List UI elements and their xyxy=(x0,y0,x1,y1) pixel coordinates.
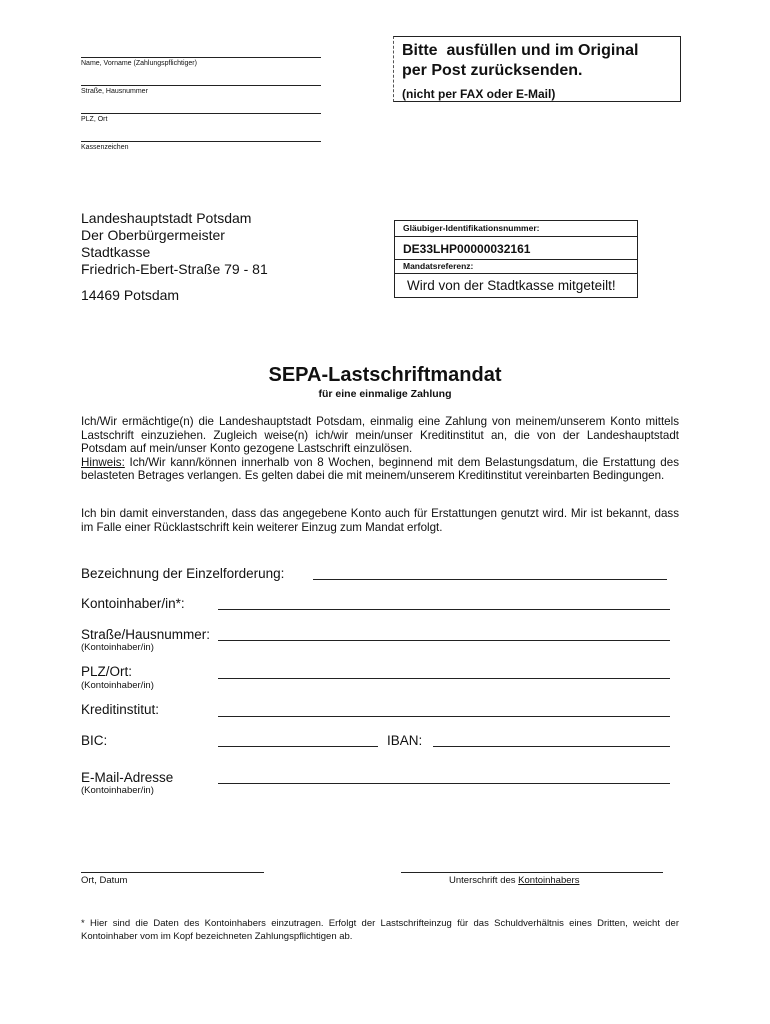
payer-street-line[interactable] xyxy=(81,85,321,86)
holder-city-input[interactable] xyxy=(218,678,670,679)
notice-line-2: per Post zurücksenden. xyxy=(402,62,583,79)
creditor-box xyxy=(394,220,638,298)
payer-street-label: Straße, Hausnummer xyxy=(81,88,148,95)
designation-input[interactable] xyxy=(313,579,667,580)
bank-label: Kreditinstitut: xyxy=(81,702,160,717)
payer-name-label: Name, Vorname (Zahlungspflichtiger) xyxy=(81,60,197,67)
place-date-input[interactable] xyxy=(81,872,264,873)
page-subtitle: für eine einmalige Zahlung xyxy=(318,388,452,400)
holder-city-sublabel: (Kontoinhaber/in) xyxy=(81,680,154,691)
page-title: SEPA-Lastschriftmandat xyxy=(268,364,502,386)
bic-input[interactable] xyxy=(218,746,378,747)
holder-input[interactable] xyxy=(218,609,670,610)
creditor-id-label: Gläubiger-Identifikationsnummer: xyxy=(403,223,540,233)
recipient-line-3: Stadtkasse xyxy=(81,244,151,260)
holder-street-sublabel: (Kontoinhaber/in) xyxy=(81,642,154,653)
iban-input[interactable] xyxy=(433,746,670,747)
cash-ref-line[interactable] xyxy=(81,141,321,142)
signature-label-prefix: Unterschrift des xyxy=(449,875,519,886)
holder-city-label: PLZ/Ort: xyxy=(81,664,133,679)
footnote: * Hier sind die Daten des Kontoinhabers einzutragen. Erfolgt der Lastschrifteinzug für das Schuldverhältnis eines Dritten, weicht der Kontoinhaber vom im Kopf bezeichneten Zahlungspflichtigen ab. xyxy=(81,918,679,942)
recipient-line-1: Landeshauptstadt Potsdam xyxy=(81,210,252,226)
cash-ref-label: Kassenzeichen xyxy=(81,144,129,151)
signature-input[interactable] xyxy=(401,872,663,873)
recipient-line-5: 14469 Potsdam xyxy=(81,287,180,303)
holder-label: Kontoinhaber/in*: xyxy=(81,596,185,611)
signature-label-holder: Kontoinhabers xyxy=(518,875,580,886)
designation-label: Bezeichnung der Einzelforderung: xyxy=(81,566,285,581)
hint-text: Ich/Wir kann/können innerhalb von 8 Wochen, beginnend mit dem Belastungsdatum, die Erstattung des belasteten Betrages verlangen. Es gelten dabei die mit meinem/unserem Kreditinstitut vereinbarten Bedingungen. xyxy=(81,455,679,483)
notice-box xyxy=(393,36,681,102)
iban-label: IBAN: xyxy=(387,733,423,748)
recipient-line-4: Friedrich-Ebert-Straße 79 - 81 xyxy=(81,261,268,277)
email-input[interactable] xyxy=(218,783,670,784)
bank-input[interactable] xyxy=(218,716,670,717)
holder-street-input[interactable] xyxy=(218,640,670,641)
payer-city-label: PLZ, Ort xyxy=(81,116,108,123)
bic-label: BIC: xyxy=(81,733,108,748)
notice-line-1: Bitte ausfüllen und im Original xyxy=(402,42,639,59)
mandate-ref-value: Wird von der Stadtkasse mitgeteilt! xyxy=(407,278,616,293)
payer-city-line[interactable] xyxy=(81,113,321,114)
signature-label xyxy=(449,875,579,886)
place-date-label: Ort, Datum xyxy=(81,875,128,886)
payer-name-line[interactable] xyxy=(81,57,321,58)
email-label: E-Mail-Adresse xyxy=(81,770,174,785)
consent-paragraph: Ich bin damit einverstanden, dass das angegebene Konto auch für Erstattungen genutzt wird. Mir ist bekannt, dass im Falle einer Rücklastschrift kein weiterer Einzug zum Mandat erfolgt. xyxy=(81,507,679,534)
email-sublabel: (Kontoinhaber/in) xyxy=(81,785,154,796)
notice-line-3: (nicht per FAX oder E-Mail) xyxy=(402,87,556,101)
mandate-ref-label: Mandatsreferenz: xyxy=(403,261,474,271)
recipient-line-2: Der Oberbürgermeister xyxy=(81,227,225,243)
recipient-address xyxy=(81,210,268,278)
authorization-text xyxy=(81,415,679,483)
authorization-paragraph: Ich/Wir ermächtige(n) die Landeshauptstadt Potsdam, einmalig eine Zahlung von meinem/unserem Konto mittels Lastschrift einzuziehen. Zugleich weise(n) ich/wir mein/unser Kreditinstitut an, die von der Landeshauptstadt Potsdam auf mein/unser Konto gezogene Lastschrift einzulösen. xyxy=(81,415,679,456)
creditor-id-value: DE33LHP00000032161 xyxy=(403,242,531,256)
hint-label: Hinweis: xyxy=(81,455,125,469)
holder-street-label: Straße/Hausnummer: xyxy=(81,627,211,642)
